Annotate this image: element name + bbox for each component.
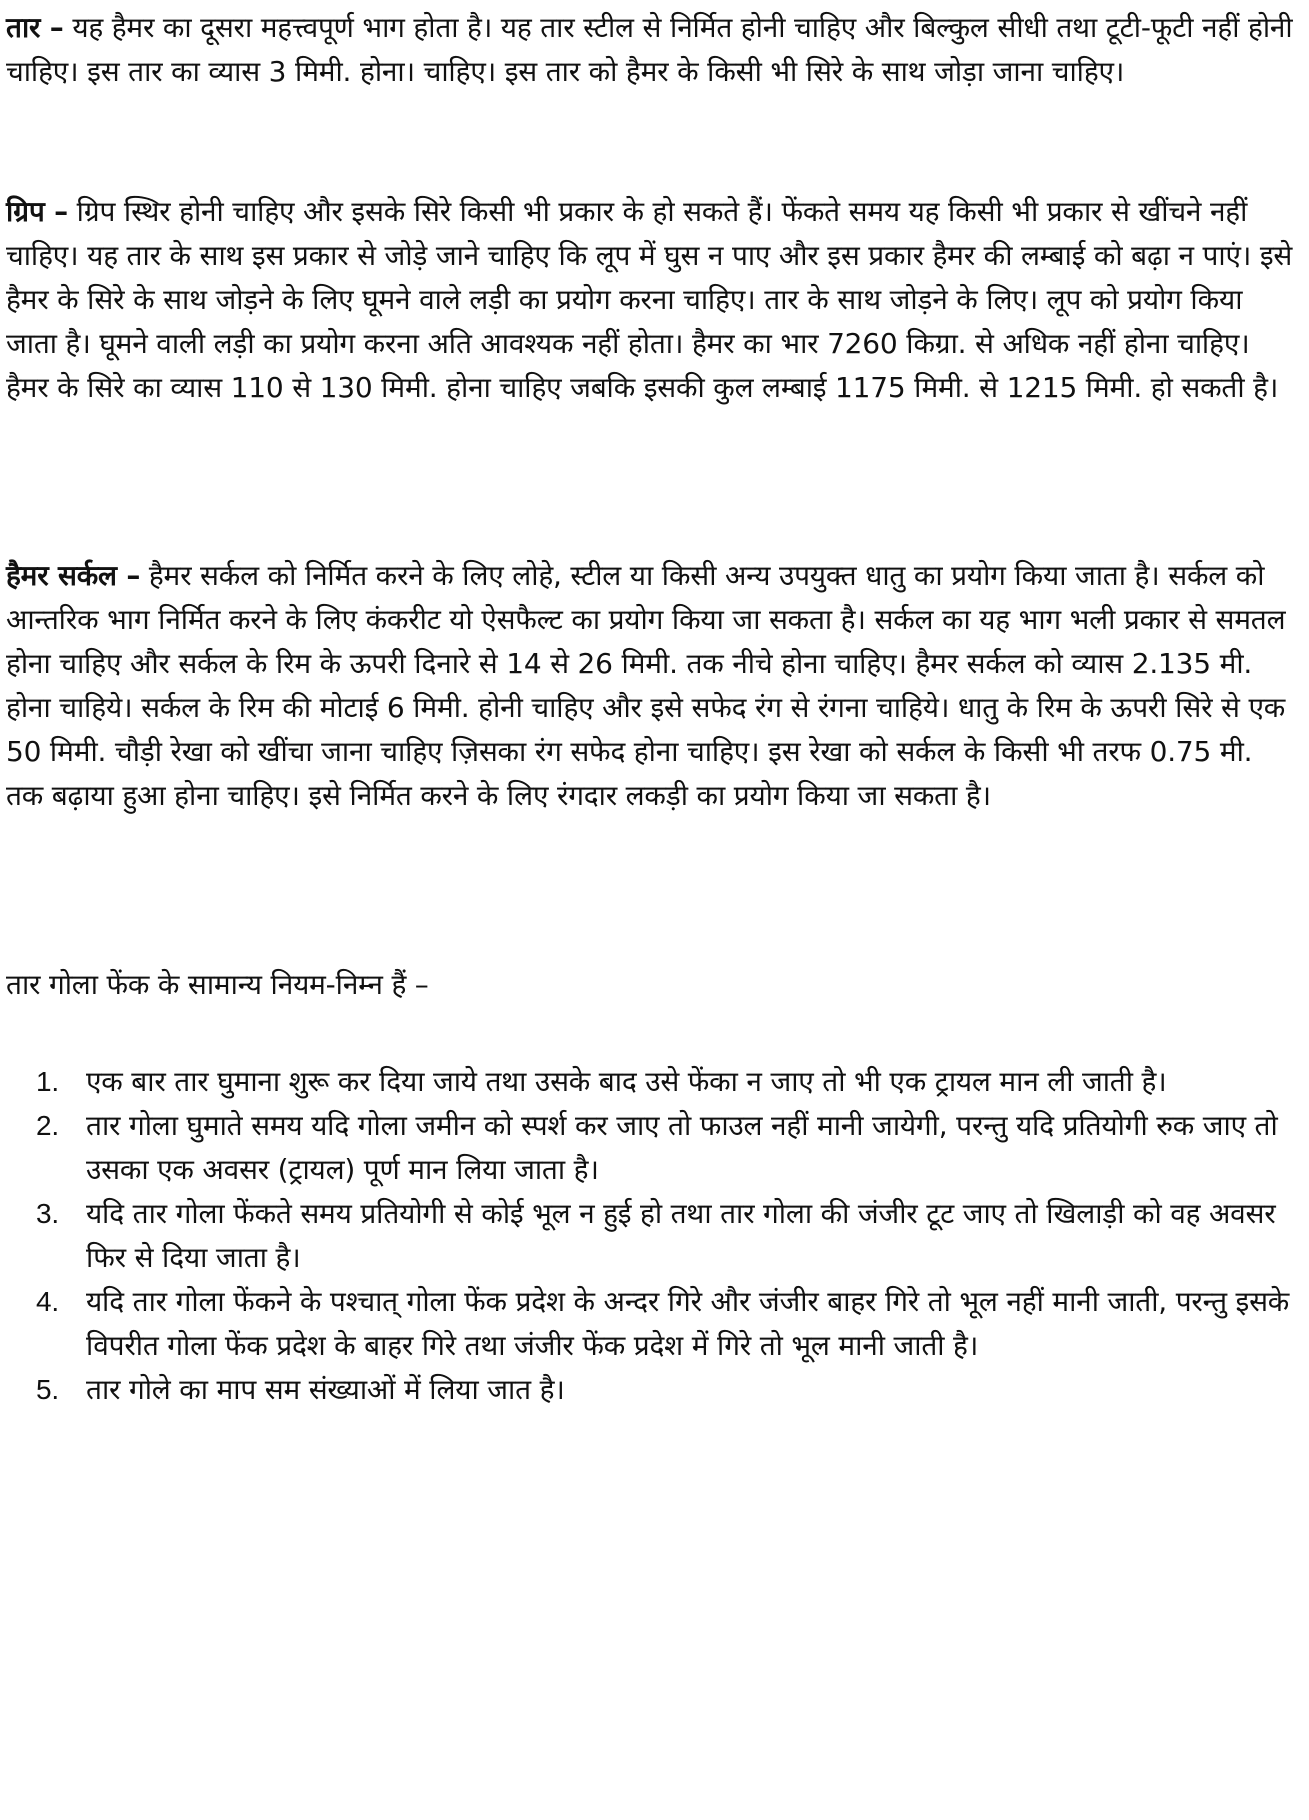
rule-number: 4. xyxy=(36,1286,59,1317)
rule-text: एक बार तार घुमाना शुरू कर दिया जाये तथा उसके बाद उसे फेंका न जाए तो भी एक ट्रायल मान ली जाती है। xyxy=(86,1065,1167,1098)
term-hammer-circle: हैमर सर्कल – xyxy=(6,559,141,592)
rule-item xyxy=(6,1280,1296,1368)
rule-number: 5. xyxy=(36,1374,59,1405)
rule-text: यदि तार गोला फेंकने के पश्चात् गोला फेंक प्रदेश के अन्दर गिरे और जंजीर बाहर गिरे तो भूल नहीं मानी जाती, परन्तु इसके विपरीत गोला फेंक प्रदेश के बाहर गिरे तथा जंजीर फेंक प्रदेश में गिरे तो भूल मानी जाती है। xyxy=(86,1285,1290,1362)
rules-intro: तार गोला फेंक के सामान्य नियम-निम्न हैं – xyxy=(6,968,429,1001)
rule-number: 1. xyxy=(36,1066,59,1097)
rule-text: तार गोला घुमाते समय यदि गोला जमीन को स्पर्श कर जाए तो फाउल नहीं मानी जायेगी, परन्तु यदि प्रतियोगी रुक जाए तो उसका एक अवसर (ट्रायल) पूर्ण मान लिया जाता है। xyxy=(86,1109,1278,1186)
paragraph-wire-text: यह हैमर का दूसरा महत्त्वपूर्ण भाग होता है। यह तार स्टील से निर्मित होनी चाहिए और बिल्कुल सीधी तथा टूटी-फूटी नहीं होनी चाहिए। इस तार का व्यास 3 मिमी. होना। चाहिए। इस तार को हैमर के किसी भी सिरे के साथ जोड़ा जाना चाहिए। xyxy=(6,11,1293,88)
rule-item xyxy=(6,1192,1296,1280)
term-grip: ग्रिप – xyxy=(6,195,68,228)
paragraph-grip-text: ग्रिप स्थिर होनी चाहिए और इसके सिरे किसी भी प्रकार के हो सकते हैं। फेंकते समय यह किसी भी प्रकार से खींचने नहीं चाहिए। यह तार के साथ इस प्रकार से जोड़े जाने चाहिए कि लूप में घुस न पाए और इस प्रकार हैमर की लम्बाई को बढ़ा न पाएं। इसे हैमर के सिरे के साथ जोड़ने के लिए घूमने वाले लड़ी का प्रयोग करना चाहिए। तार के साथ जोड़ने के लिए। लूप को प्रयोग किया जाता है। घूमने वाली लड़ी का प्रयोग करना अति आवश्यक नहीं होता। हैमर का भार 7260 किग्रा. से अधिक नहीं होना चाहिए। हैमर के सिरे का व्यास 110 से 130 मिमी. होना चाहिए जबकि इसकी कुल लम्बाई 1175 मिमी. से 1215 मिमी. हो सकती है। xyxy=(6,195,1293,404)
paragraph-hammer-circle xyxy=(6,554,1296,818)
paragraph-hammer-circle-text: हैमर सर्कल को निर्मित करने के लिए लोहे, स्टील या किसी अन्य उपयुक्त धातु का प्रयोग किया जाता है। सर्कल को आन्तरिक भाग निर्मित करने के लिए कंकरीट यो ऐसफैल्ट का प्रयोग किया जा सकता है। सर्कल का यह भाग भली प्रकार से समतल होना चाहिए और सर्कल के रिम के ऊपरी दिनारे से 14 से 26 मिमी. तक नीचे होना चाहिए। हैमर सर्कल को व्यास 2.135 मी. होना चाहिये। सर्कल के रिम की मोटाई 6 मिमी. होनी चाहिए और इसे सफेद रंग से रंगना चाहिये। धातु के रिम के ऊपरी सिरे से एक 50 मिमी. चौड़ी रेखा को खींचा जाना चाहिए ज़िसका रंग सफेद होना चाहिए। इस रेखा को सर्कल के किसी भी तरफ 0.75 मी. तक बढ़ाया हुआ होना चाहिए। इसे निर्मित करने के लिए रंगदार लकड़ी का प्रयोग किया जा सकता है। xyxy=(6,559,1286,812)
rule-text: यदि तार गोला फेंकते समय प्रतियोगी से कोई भूल न हुई हो तथा तार गोला की जंजीर टूट जाए तो खिलाड़ी को वह अवसर फिर से दिया जाता है। xyxy=(86,1197,1276,1274)
paragraph-wire xyxy=(6,6,1296,94)
term-wire: तार – xyxy=(6,11,64,44)
rule-number: 3. xyxy=(36,1198,59,1229)
rule-item xyxy=(6,1060,1296,1104)
rules-list xyxy=(6,1060,1296,1412)
rule-text: तार गोले का माप सम संख्याओं में लिया जात है। xyxy=(86,1373,565,1406)
rule-item xyxy=(6,1104,1296,1192)
rule-item xyxy=(6,1368,1296,1412)
rule-number: 2. xyxy=(36,1110,59,1141)
paragraph-grip xyxy=(6,190,1296,410)
